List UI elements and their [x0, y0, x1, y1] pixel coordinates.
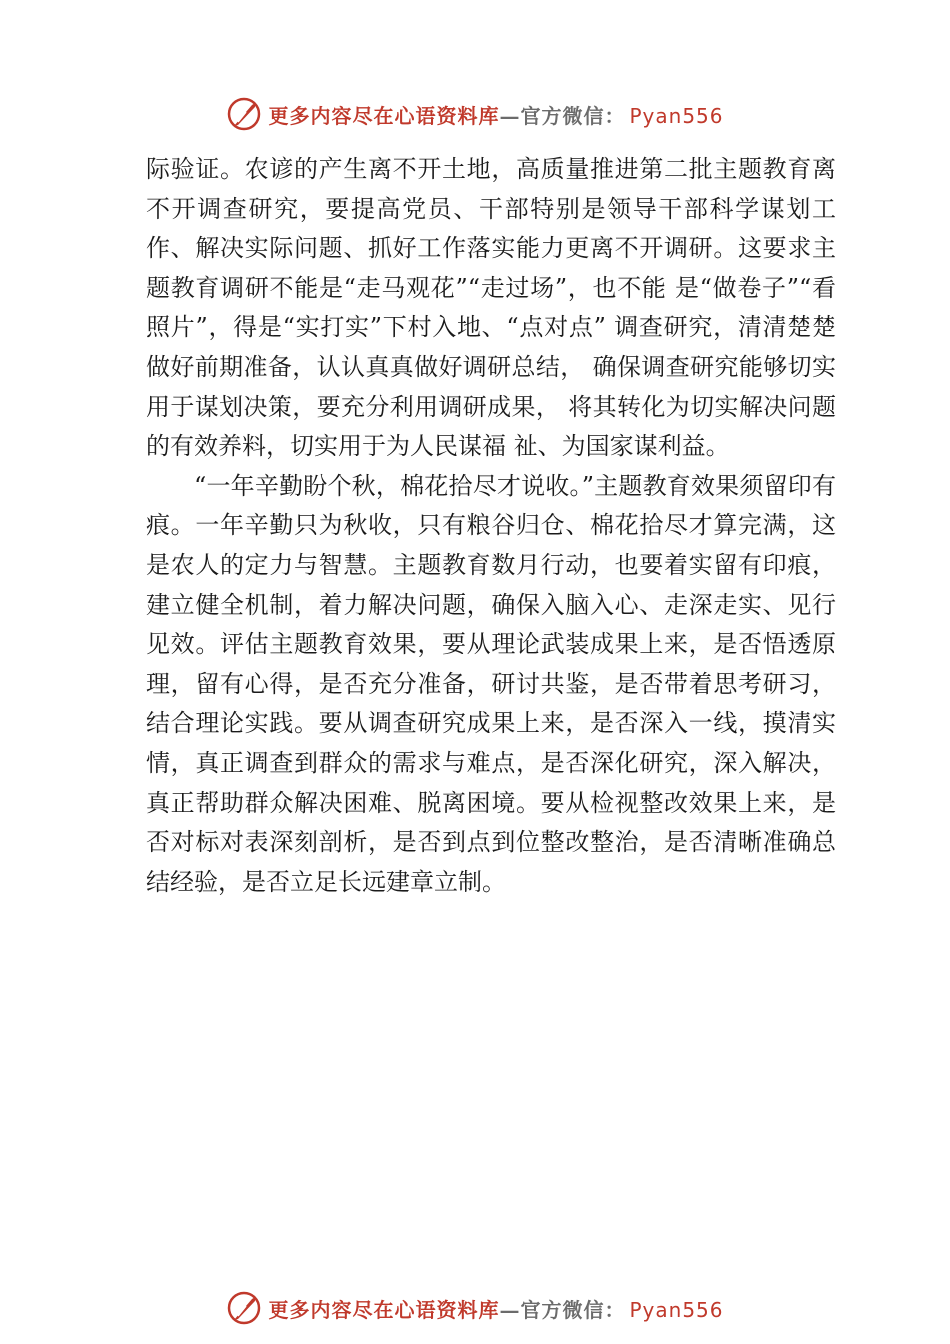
header-banner — [0, 96, 950, 132]
paragraph-2: “一年辛勤盼个秋，棉花拾尽才说收。”主题教育效果须留印有痕。一年辛勤只为秋收，只有粮谷归仓、棉花拾尽才算完满，这是农人的定力与智慧。主题教育数月行动，也要着实留有印痕，建立健全机制，着力解决问题，确保入脑入心、走深走实、见行见效。评估主题教育效果，要从理论武装成果上来，是否悟透原理，留有心得，是否充分准备，研讨共鉴，是否带着思考研习，结合理论实践。要从调查研究成果上来，是否深入一线，摸清实情，真正调查到群众的需求与难点，是否深化研究，深入解决，真正帮助群众解决困难、脱离困境。要从检视整改效果上来，是否对标对表深刻剖析，是否到点到位整改整治，是否清晰准确总结经验，是否立足长远建章立制。 — [146, 471, 836, 896]
header-brand: 更多内容尽在心语资料库 — [268, 103, 500, 128]
footer-dash: — — [499, 1297, 521, 1322]
footer-wechat-id: Pyan556 — [629, 1297, 724, 1322]
footer-wechat-label: 官方微信： — [520, 1297, 626, 1322]
header-wechat-id: Pyan556 — [629, 103, 724, 128]
quill-pen-circle-icon — [226, 1290, 262, 1326]
document-body — [146, 150, 836, 902]
footer-brand: 更多内容尽在心语资料库 — [268, 1297, 500, 1322]
footer-banner — [0, 1290, 950, 1326]
header-wechat-label: 官方微信： — [520, 103, 626, 128]
footer-text — [268, 1294, 723, 1323]
quill-pen-circle-icon — [226, 96, 262, 132]
header-dash: — — [499, 103, 521, 128]
paragraph-1: 际验证。农谚的产生离不开土地，高质量推进第二批主题教育离不开调查研究，要提高党员、干部特别是领导干部科学谋划工作、解决实际问题、抓好工作落实能力更离不开调研。这要求主题教育调研不能是“走马观花”“走过场”，也不能 是“做卷子”“看照片”，得是“实打实”下村入地、“点对点” 调查研究，清清楚楚做好前期准备，认认真真做好调研总结， 确保调查研究能够切实用于谋划决策，要充分利用调研成果， 将其转化为切实解决问题的有效养料，切实用于为人民谋福 祉、为国家谋利益。 — [146, 155, 836, 461]
header-text — [268, 100, 723, 129]
